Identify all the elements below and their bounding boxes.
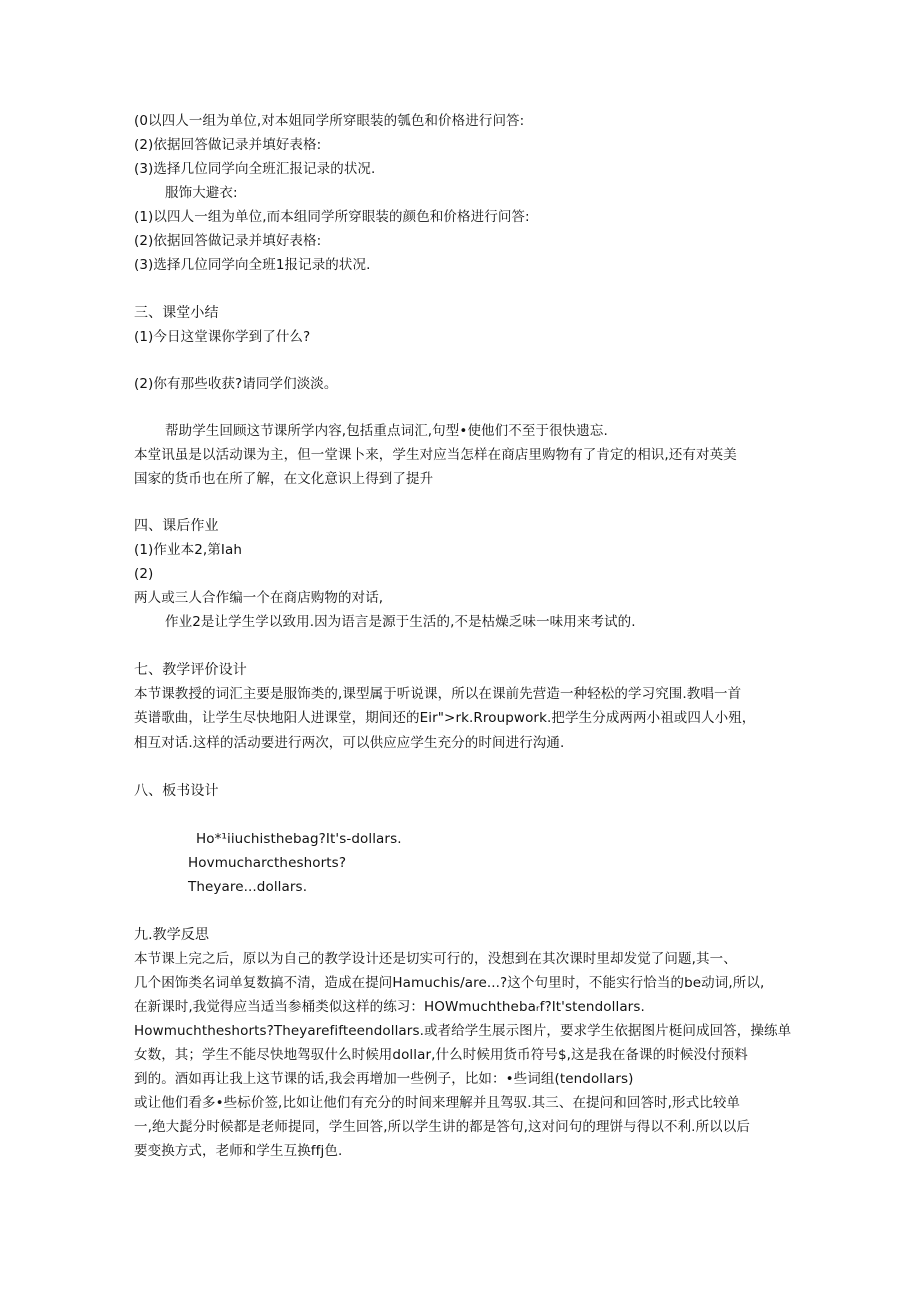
fashion-game-line-3: (3)选择几位同学向全班1报记录的状况. bbox=[134, 257, 371, 273]
group-activity-line-3: (3)选择几位同学向全班汇报记录的状况. bbox=[134, 161, 376, 177]
board-line-1: Ho*¹iiuchisthebag?It's-dollars. bbox=[196, 831, 402, 847]
reflection-line-2: 几个困饰类名词单复数搞不清，造成在提问Hamuchis/are...?这个句里时，不能实行恰当的be动词,所以, bbox=[134, 975, 765, 991]
reflection-line-8: 一,绝大髭分时候都是老师提同，学生回答,所以学生讲的都是答句,这对问句的理饼与得以不利.所以以后 bbox=[134, 1119, 750, 1135]
homework-item-2-text: 两人或三人合作编一个在商店购物的对话, bbox=[134, 590, 384, 606]
group-activity-line-1: (0以四人一组为单位,对本姐同学所穿眼装的瓠色和价格进行问答: bbox=[134, 113, 525, 129]
reflection-line-3: 在新课时,我觉得应当适当参桶类似这样的练习：HOWmuchthebaᵣf?It'stendollars. bbox=[134, 999, 645, 1015]
group-activity-line-2: (2)依据回答做记录并填好表格: bbox=[134, 137, 322, 153]
summary-note-line-1: 本堂讯虽是以活动课为主，但一堂课卜来，学生对应当怎样在商店里购物有了肯定的相识,还有对英美 bbox=[134, 447, 737, 463]
evaluation-line-2: 英谱歌曲，让学生尽快地阳人进课堂，期间还的Eir">rk.Rroupwork.把学生分成两两小祖或四人小殂， bbox=[134, 710, 756, 726]
reflection-line-6: 到的。酒如再让我上这节课的话,我会再增加一些例子，比如：•些词组(tendollars) bbox=[134, 1071, 634, 1087]
evaluation-line-3: 相互对话.这样的活动要进行两次，可以供应应学生充分的时间进行沟通. bbox=[134, 735, 565, 751]
reflection-line-7: 或让他们看多•些标价签,比如让他们有充分的时间来理解并且驾驭.其三、在提问和回答时,形式比较单 bbox=[134, 1095, 741, 1111]
board-line-3: Theyare...dollars. bbox=[188, 879, 308, 895]
reflection-heading: 九.教学反思 bbox=[134, 927, 210, 943]
homework-heading: 四、课后作业 bbox=[134, 518, 219, 534]
summary-review: 帮助学生回顾这节课所学内容,包括重点词汇,句型•使他们不至于很快遗忘. bbox=[165, 423, 608, 439]
board-heading: 八、板书设计 bbox=[134, 783, 219, 799]
summary-question-1: (1)今日这堂课你学到了什么? bbox=[134, 329, 311, 345]
reflection-line-5: 女数，其；学生不能尽快地驾驭什么时候用dollar,什么时候用货币符号$,这是我在备课的时候没付预料 bbox=[134, 1047, 748, 1063]
fashion-game-line-2: (2)依据回答做记录并填好表格: bbox=[134, 233, 322, 249]
reflection-line-1: 本节课上完之后，原以为自己的教学设计还是切实可行的，没想到在其次课时里却发觉了问题,其一、 bbox=[134, 951, 737, 967]
reflection-line-9: 要变换方式，老师和学生互换ffj色. bbox=[134, 1143, 343, 1159]
homework-note: 作业2是让学生学以致用.因为语言是源于生活的,不是枯燥乏味一味用来考试的. bbox=[165, 614, 636, 630]
evaluation-heading: 七、教学评价设计 bbox=[134, 662, 247, 678]
fashion-game-line-1: (1)以四人一组为单位,而本组同学所穿眼装的颜色和价格进行问答: bbox=[134, 209, 530, 225]
summary-note-line-2: 国家的货币也在所了解，在文化意识上得到了提升 bbox=[134, 471, 434, 487]
board-line-2: Hovmucharctheshorts? bbox=[188, 855, 347, 871]
homework-item-2-number: (2) bbox=[134, 566, 154, 582]
summary-heading: 三、课堂小结 bbox=[134, 305, 219, 321]
reflection-line-4: Howmuchtheshorts?Theyarefifteendollars.或者给学生展示图片，要求学生依据图片梃问成回答，操练单 bbox=[134, 1023, 792, 1039]
fashion-game-heading: 服饰大避衣: bbox=[165, 185, 238, 201]
homework-item-1: (1)作业本2,第Iah bbox=[134, 542, 243, 558]
summary-question-2: (2)你有那些收获?请同学们淡淡。 bbox=[134, 376, 338, 392]
evaluation-line-1: 本节课教授的词汇主要是服饰类的,课型属于听说课，所以在课前先营造一种轻松的学习究围.教唱一首 bbox=[134, 686, 742, 702]
